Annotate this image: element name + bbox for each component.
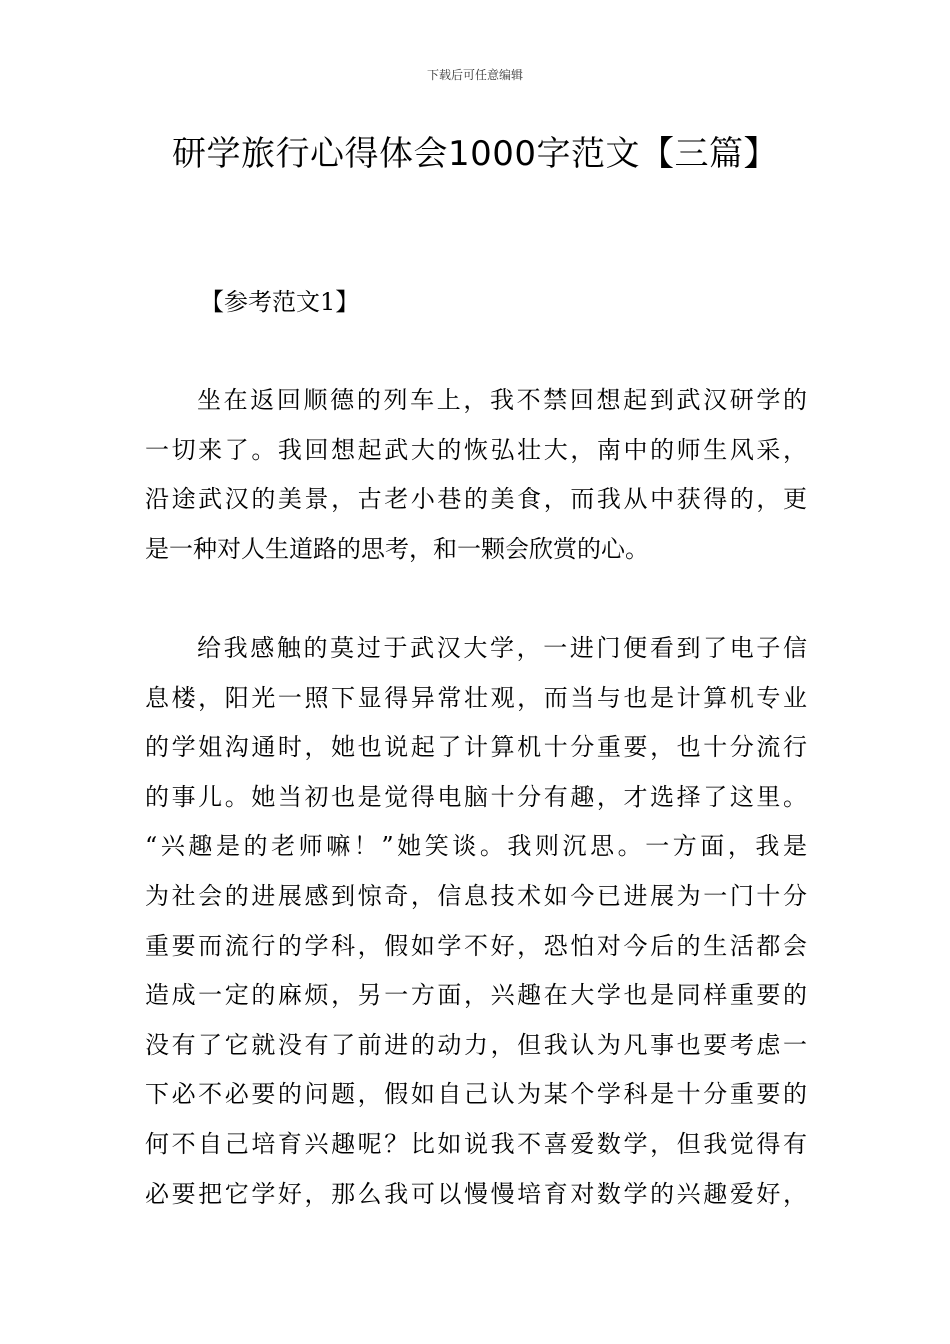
paragraph-line: 的学姐沟通时，她也说起了计算机十分重要，也十分流行	[145, 733, 807, 762]
paragraph-line: “兴趣是的老师嘛！”她笑谈。我则沉思。一方面，我是	[145, 832, 807, 861]
paragraph-line: 给我感触的莫过于武汉大学，一进门便看到了电子信	[197, 634, 807, 662]
paragraph-1	[145, 376, 807, 574]
paragraph-line: 的事儿。她当初也是觉得电脑十分有趣，才选择了这里。	[145, 782, 807, 811]
paragraph-line: 没有了它就没有了前进的动力，但我认为凡事也要考虑一	[145, 1030, 807, 1059]
header-note: 下载后可任意编辑	[426, 68, 523, 82]
paragraph-line: 必要把它学好，那么我可以慢慢培育对数学的兴趣爱好，	[145, 1179, 807, 1208]
paragraph-line: 重要而流行的学科，假如学不好，恐怕对今后的生活都会	[145, 931, 807, 960]
paragraph-line: 息楼，阳光一照下显得异常壮观，而当与也是计算机专业	[145, 683, 807, 712]
section-label: 【参考范文1】	[200, 288, 360, 316]
paragraph-line: 坐在返回顺德的列车上，我不禁回想起到武汉研学的	[197, 386, 807, 414]
paragraph-line: 一切来了。我回想起武大的恢弘壮大，南中的师生风采，	[145, 435, 807, 464]
paragraph-line: 何不自己培育兴趣呢？比如说我不喜爱数学，但我觉得有	[145, 1129, 807, 1158]
paragraph-line: 下必不必要的问题，假如自己认为某个学科是十分重要的	[145, 1080, 807, 1109]
paragraph-line: 沿途武汉的美景，古老小巷的美食，而我从中获得的，更	[145, 485, 807, 514]
document-title: 研学旅行心得体会1000字范文【三篇】	[171, 134, 779, 174]
paragraph-line: 是一种对人生道路的思考，和一颗会欣赏的心。	[145, 534, 649, 563]
paragraph-line: 造成一定的麻烦，另一方面，兴趣在大学也是同样重要的	[145, 981, 807, 1010]
paragraph-line: 为社会的进展感到惊奇，信息技术如今已进展为一门十分	[145, 881, 807, 910]
paragraph-2	[145, 624, 807, 1219]
